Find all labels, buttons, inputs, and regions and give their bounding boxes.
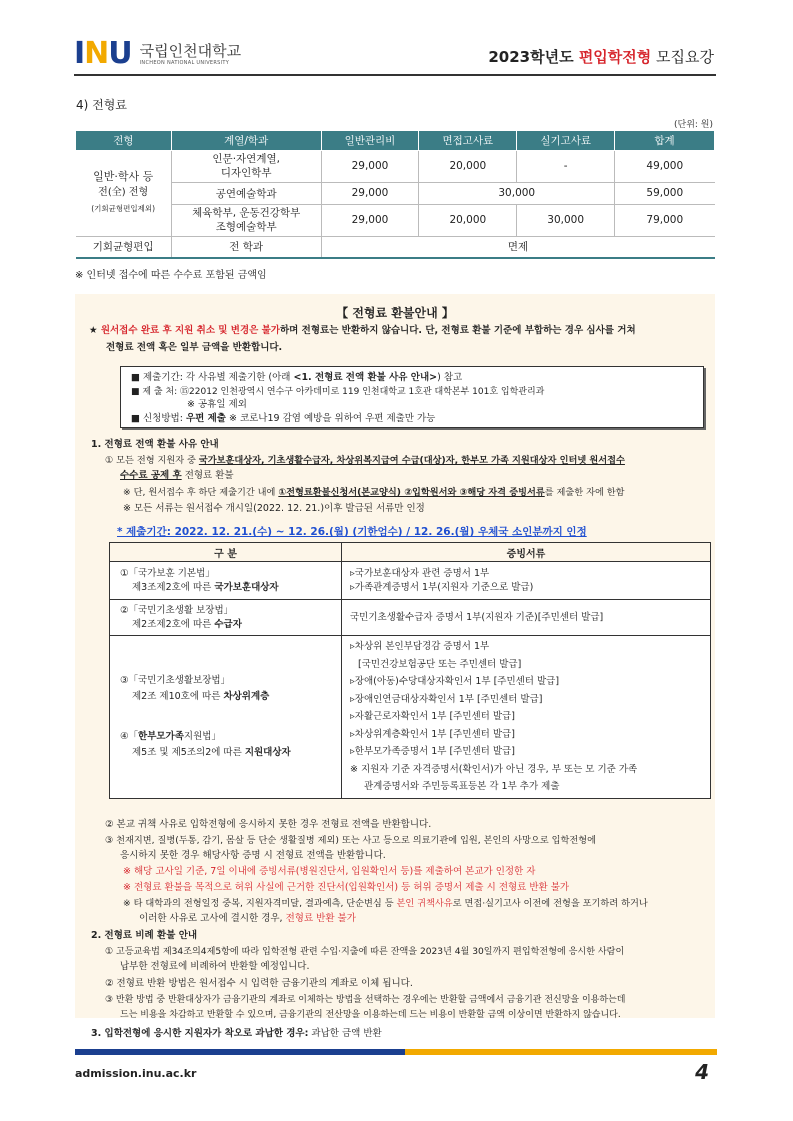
table-row: 공연예술학과 29,000 30,000 59,000 — [76, 182, 715, 204]
refund-title: 【 전형료 환불안내 】 — [336, 306, 454, 320]
table-row: ②「국민기초생활 보장법」 제2조제2호에 따른 수급자 국민기초생활수급자 증명서 1부(지원자 기준)[주민센터 발급] — [110, 600, 711, 636]
table-row: 일반·학사 등 전(全) 전형 (기회균형편입제외) 인문·자연계열, 디자인학부 29,000 20,000 - 49,000 — [76, 150, 715, 182]
eligibility-table: 구 분 증빙서류 ①「국가보훈 기본법」 제3조제2호에 따른 국가보훈대상자 ▹국가보훈대상자 관련 증명서 1부 ▹가족관계증명서 1부(지원자 기준으로 발급) ②「국민기초생활 보장법」 제2조제2호에 따른 수급자 국민기초생활수급자 증명서 1부(지원자 기준)[주민센터 발급] ③「국민기초생활보장법」 제2조 제10호에 따른 차상위계층 ④「한부모가족지원법」 제5조 및 제5조의2에 따른 지원대상자 ▹차상위 본인부담경감 증명서 1부 [국민건강보험공단 또는 주민센터 발급] ▹장애(아동)수당대상자확인서 1부 [주민센터 발급] ▹장애인연금대상자확인서 1부 [주민센터 발급] ▹자활근로자확인서 1부 [주민센터 발급] ▹차상위계층확인서 1부 [주민센터 발급] ▹한부모가족증명서 1부 [주민센터 발급] ※ 지원자 기준 자격증명서(확인서)가 아닌 경우, 부 또는 모 기준 가족 관계증명서와 주민등록표등본 각 1부 추가 제출 — [109, 542, 711, 799]
section-heading: 4) 전형료 — [76, 98, 127, 112]
refund-section-2: 2. 전형료 비례 환불 안내 — [91, 930, 198, 941]
university-logo — [74, 36, 241, 72]
footer-color-bar — [75, 1049, 717, 1055]
header-divider — [74, 74, 716, 76]
refund-section-1: 1. 전형료 전액 환불 사유 안내 — [91, 439, 219, 450]
logo-english: INCHEON NATIONAL UNIVERSITY — [139, 60, 230, 66]
page-number: 4 — [695, 1060, 709, 1084]
star-notice: ★ 원서접수 완료 후 지원 취소 및 변경은 불가하며 전형료는 반환하지 않습니다. 단, 전형료 환불 기준에 부합하는 경우 심사를 거쳐 — [89, 325, 636, 336]
group-cell: 일반·학사 등 전(全) 전형 (기회균형편입제외) — [76, 150, 172, 236]
logo-mark: INU — [74, 36, 132, 71]
fee-table — [75, 131, 715, 259]
table-row: ①「국가보훈 기본법」 제3조제2호에 따른 국가보훈대상자 ▹국가보훈대상자 관련 증명서 1부 ▹가족관계증명서 1부(지원자 기준으로 발급) — [110, 562, 711, 600]
document-title: 2023학년도 편입학전형 모집요강 — [488, 48, 714, 66]
unit-label: (단위: 원) — [674, 120, 713, 130]
fee-note: ※ 인터넷 접수에 따른 수수료 포함된 금액임 — [75, 270, 267, 281]
logo-korean: 국립인천대학교 — [139, 42, 242, 60]
submission-info-box: ■ 제출기간: 각 사유별 제출기한 (아래 <1. 전형료 전액 환불 사유 안내>) 참고 ■ 제 출 처: ⑮22012 인천광역시 연수구 아카데미로 119 인천대학교 1호관 대학본부 101호 입학관리과 ※ 공휴일 제외 ■ 신청방법: 우편 제출 ※ 코로나19 감염 예방을 위하여 우편 제출만 가능 — [120, 366, 704, 428]
refund-guide-box: 【 전형료 환불안내 】 ★ 원서접수 완료 후 지원 취소 및 변경은 불가하며 전형료는 반환하지 않습니다. 단, 전형료 환불 기준에 부합하는 경우 심사를 거쳐 전형료 전액 혹은 일부 금액을 반환합니다. ■ 제출기간: 각 사유별 제출기한 (아래 <1. 전형료 전액 환불 사유 안내>) 참고 ■ 제 출 처: ⑮22012 인천광역시 연수구 아카데미로 119 인천대학교 1호관 대학본부 101호 입학관리과 ※ 공휴일 제외 ■ 신청방법: 우편 제출 ※ 코로나19 감염 예방을 위하여 우편 제출만 가능 1. 전형료 전액 환불 사유 안내 ① 모든 전형 지원자 중 국가보훈대상자, 기초생활수급자, 차상위복지급여 수급(대상)자, 한부모 가족 지원대상자 인터넷 원서접수 수수료 공제 후 전형료 환불 ※ 단, 원서접수 후 하단 제출기간 내에 ①전형료환불신청서(본교양식) ②입학원서와 ③해당 자격 증빙서류를 제출한 자에 한함 ※ 모든 서류는 원서접수 개시일(2022. 12. 21.)이후 발급된 서류만 인정 * 제출기간: 2022. 12. 21.(수) ~ 12. 26.(월) (기한엄수) / 12. 26.(월) 우체국 소인분까지 인정 구 분 증빙서류 ①「국가보훈 기본법」 제3조제2호에 따른 국가보훈대상자 ▹국가보훈대상자 관련 증명서 1부 ▹가족관계증명서 1부(지원자 기준으로 발급) ②「국민기초생활 보장법」 제2조제2호에 따른 수급자 국민기초생활수급자 증명서 1부(지원자 기준)[주민센터 발급] ③「국민기초생활보장법」 제2조 제10호에 따른 차상위계층 ④「한부모가족지원법」 제5조 및 제5조의2에 따른 지원대상자 ▹차상위 본인부담경감 증명서 1부 [국민건강보험공단 또는 주민센터 발급] ▹장애(아동)수당대상자확인서 1부 [주민센터 발급] ▹장애인연금대상자확인서 1부 [주민센터 발급] ▹자활근로자확인서 1부 [주민센터 발급] ▹차상위계층확인서 1부 [주민센터 발급] ▹한부모가족증명서 1부 [주민센터 발급] ※ 지원자 기준 자격증명서(확인서)가 아닌 경우, 부 또는 모 기준 가족 관계증명서와 주민등록표등본 각 1부 추가 제출 ② 본교 귀책 사유로 입학전형에 응시하지 못한 경우 전형료 전액을 반환합니다. ③ 천재지변, 질병(두통, 감기, 몸살 등 단순 생활질병 제외) 또는 사고 등으로 의료기관에 입원, 본인의 사망으로 입학전형에 응시하지 못한 경우 해당사항 증명 시 전형료 전액을 반환합니다. ※ 해당 고사일 기준, 7일 이내에 증빙서류(병원진단서, 입원확인서 등)를 제출하여 본교가 인정한 자 ※ 전형료 환불을 목적으로 허위 사실에 근거한 진단서(입원확인서) 등 허위 증명서 제출 시 전형료 반환 불가 ※ 타 대학과의 전형일정 중복, 지원자격미달, 결과예측, 단순변심 등 본인 귀책사유로 면접·실기고사 이전에 전형을 포기하려 하거나 이러한 사유로 고사에 결시한 경우, 전형료 반환 불가 2. 전형료 비례 환불 안내 ① 고등교육법 제34조의4제5항에 따라 입학전형 관련 수입·지출에 따른 잔액을 2023년 4월 30일까지 편입학전형에 응시한 사람이 납부한 전형료에 비례하여 반환할 예정입니다. ② 전형료 반환 방법은 원서접수 시 입력한 금융기관의 계좌로 이체 됩니다. ③ 반환 방법 중 반환대상자가 금융기관의 계좌로 이체하는 방법을 선택하는 경우에는 반환할 금액에서 금융기관 전신망을 이용하는데 드는 비용을 차감하고 반환할 수 있으며, 금융기관의 전산망을 이용하는데 드는 비용이 반환할 금액 이상이면 반환하지 않습니다. — [75, 294, 715, 1018]
submission-deadline: * 제출기간: 2022. 12. 21.(수) ~ 12. 26.(월) (기한엄수) / 12. 26.(월) 우체국 소인분까지 인정 — [117, 526, 587, 538]
footer-url[interactable]: admission.inu.ac.kr — [75, 1067, 197, 1080]
table-row: 체육학부, 운동건강학부 조형예술학부 29,000 20,000 30,000 79,000 — [76, 204, 715, 236]
table-row: ③「국민기초생활보장법」 제2조 제10호에 따른 차상위계층 ④「한부모가족지원법」 제5조 및 제5조의2에 따른 지원대상자 ▹차상위 본인부담경감 증명서 1부 [국민건강보험공단 또는 주민센터 발급] ▹장애(아동)수당대상자확인서 1부 [주민센터 발급] ▹장애인연금대상자확인서 1부 [주민센터 발급] ▹자활근로자확인서 1부 [주민센터 발급] ▹차상위계층확인서 1부 [주민센터 발급] ▹한부모가족증명서 1부 [주민센터 발급] ※ 지원자 기준 자격증명서(확인서)가 아닌 경우, 부 또는 모 기준 가족 관계증명서와 주민등록표등본 각 1부 추가 제출 — [110, 636, 711, 799]
refund-section-3: 3. 입학전형에 응시한 지원자가 착오로 과납한 경우: 과납한 금액 반환 — [91, 1028, 382, 1039]
table-row: 기회균형편입 전 학과 면제 — [76, 236, 715, 258]
fee-table-header: 전형 계열/학과 일반관리비 면접고사료 실기고사료 합계 — [76, 131, 715, 150]
page-header — [74, 36, 716, 76]
